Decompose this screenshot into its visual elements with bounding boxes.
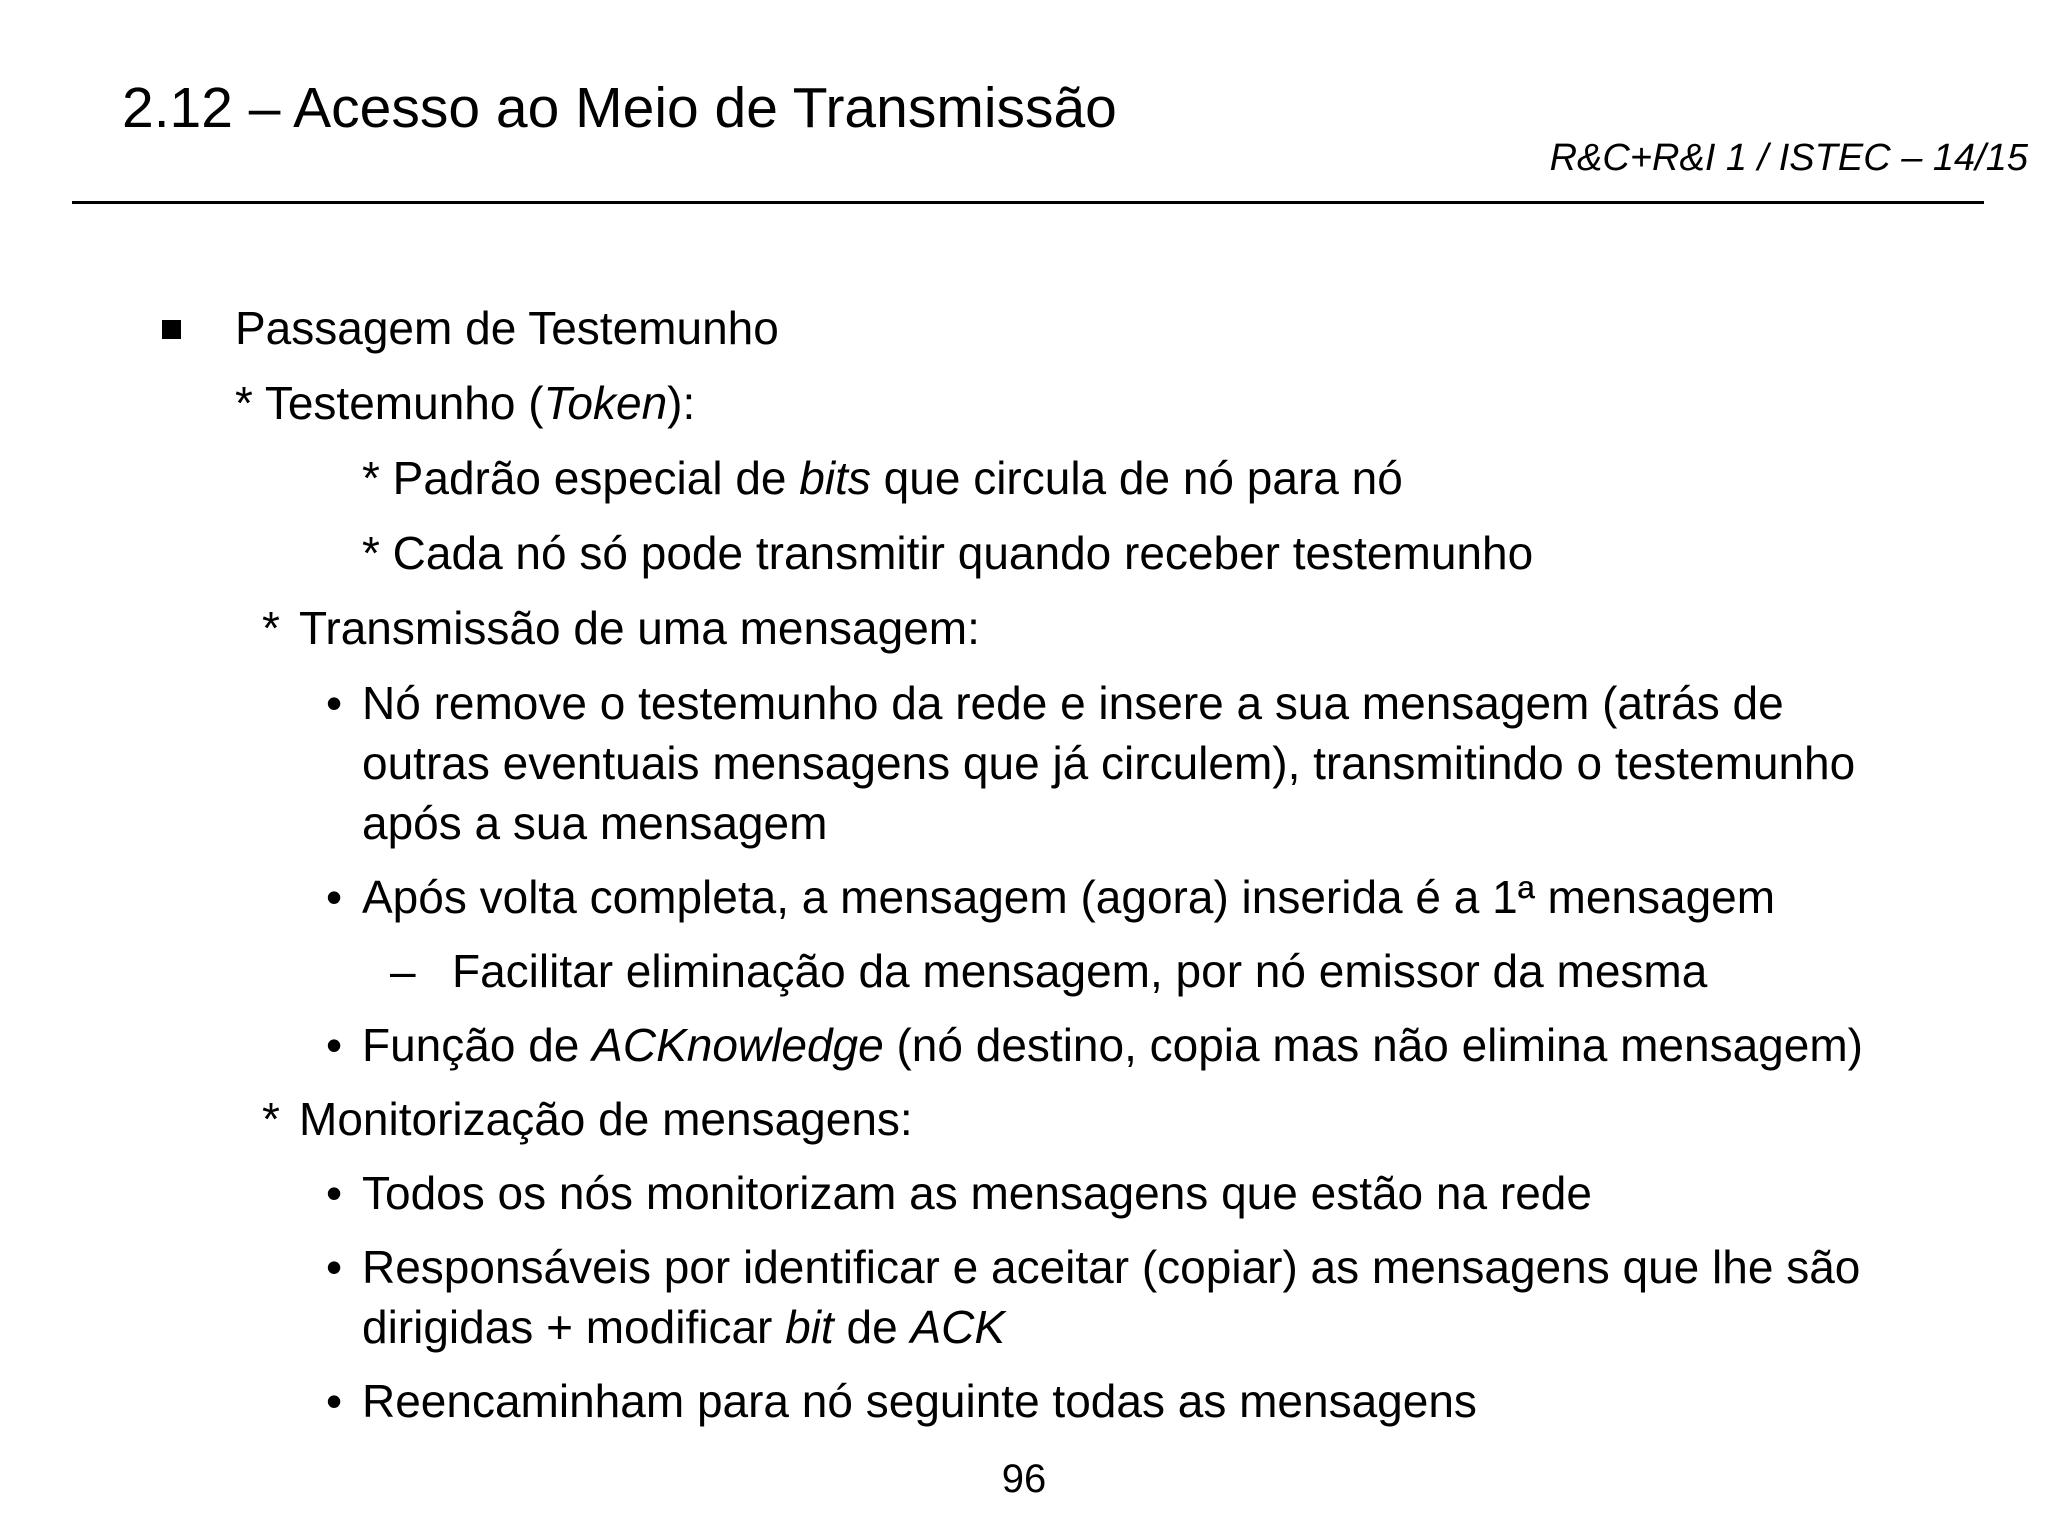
asterisk-marker: * — [262, 1093, 280, 1145]
bullet-dot-icon: • — [326, 871, 343, 923]
item-todos-os-nos: Todos os nós monitorizam as mensagens que estão na rede — [362, 1167, 1592, 1219]
item-text: que circula de nó para nó — [870, 452, 1403, 504]
page-number: 96 — [1001, 1457, 1047, 1501]
item-text: ): — [667, 377, 696, 429]
item-text: Função de — [362, 1019, 593, 1071]
item-facilitar: Facilitar eliminação da mensagem, por nó emissor da mesma — [452, 945, 1708, 997]
bullet-dot-icon: • — [326, 1019, 343, 1071]
bullet-passagem-de-testemunho: Passagem de Testemunho — [235, 302, 779, 354]
item-funcao-ack — [362, 1015, 1863, 1075]
item-text: (nó destino, copia mas não elimina mensagem) — [883, 1019, 1863, 1071]
item-text: * Padrão especial de — [362, 452, 800, 504]
item-padrao-especial — [362, 448, 1403, 508]
dash-marker: – — [390, 945, 416, 997]
term-acknowledge: ACKnowledge — [592, 1019, 884, 1071]
bullet-dot-icon: • — [326, 677, 343, 729]
square-bullet-icon — [162, 320, 181, 339]
item-cada-no: * Cada nó só pode transmitir quando receber testemunho — [362, 527, 1534, 579]
item-responsaveis-line1: Responsáveis por identificar e aceitar (copiar) as mensagens que lhe são — [362, 1241, 1861, 1293]
item-text: dirigidas + modificar — [362, 1301, 786, 1353]
term-bit: bit — [785, 1301, 834, 1353]
item-reencaminham: Reencaminham para nó seguinte todas as mensagens — [362, 1375, 1477, 1427]
term-ack: ACK — [910, 1301, 1006, 1353]
term-token: Token — [543, 377, 668, 429]
item-transmissao: Transmissão de uma mensagem: — [299, 602, 980, 654]
item-text: de — [833, 1301, 911, 1353]
slide-title: 2.12 – Acesso ao Meio de Transmissão — [122, 76, 1117, 140]
bullet-dot-icon: • — [326, 1241, 343, 1293]
asterisk-marker: * — [262, 602, 280, 654]
header-divider — [72, 201, 1984, 204]
item-apos-volta: Após volta completa, a mensagem (agora) inserida é a 1ª mensagem — [362, 871, 1776, 923]
item-testemunho-token — [235, 373, 695, 433]
term-bits: bits — [799, 452, 871, 504]
course-label: R&C+R&I 1 / ISTEC – 14/15 — [1549, 137, 2028, 179]
item-no-remove-line1: Nó remove o testemunho da rede e insere a sua mensagem (atrás de — [362, 677, 1784, 729]
bullet-dot-icon: • — [326, 1167, 343, 1219]
item-responsaveis-line2 — [362, 1297, 1005, 1357]
item-monitorizacao: Monitorização de mensagens: — [299, 1093, 913, 1145]
item-text: * Testemunho ( — [235, 377, 544, 429]
item-no-remove-line2: outras eventuais mensagens que já circulem), transmitindo o testemunho — [362, 737, 1856, 789]
bullet-dot-icon: • — [326, 1375, 343, 1427]
item-no-remove-line3: após a sua mensagem — [362, 797, 828, 849]
